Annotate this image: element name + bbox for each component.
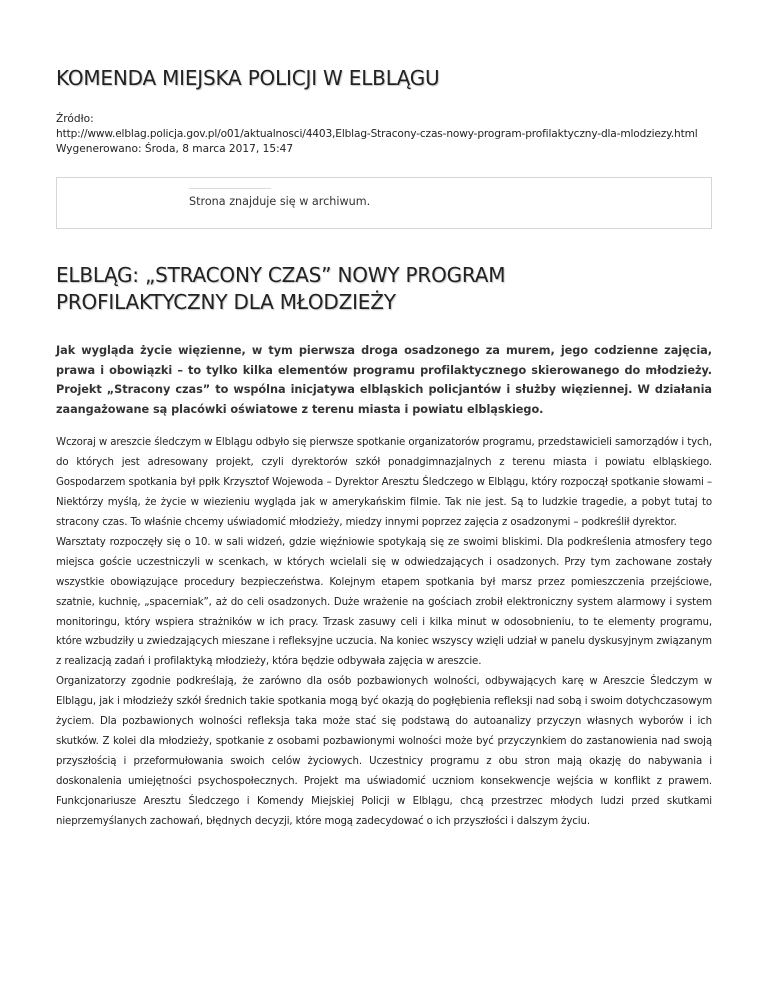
organization-title: KOMENDA MIEJSKA POLICJI W ELBLĄGU: [56, 66, 440, 90]
archive-divider: [189, 188, 271, 189]
archive-notice-box: [56, 177, 712, 229]
document-meta: [56, 112, 712, 157]
source-label: Źródło:: [56, 113, 94, 125]
source-url: http://www.elblag.policja.gov.pl/o01/aktualnosci/4403,Elblag-Stracony-czas-nowy-program-profilaktyczny-dla-mlodziezy.html: [56, 128, 698, 140]
article-lead: Jak wygląda życie więzienne, w tym pierwsza droga osadzonego za murem, jego codzienne zajęcia, prawa i obowiązki – to tylko kilka elementów programu profilaktycznego skierowanego do młodzieży. Projekt „Stracony czas” to wspólna inicjatywa elbląskich policjantów i służby więziennej. W działania zaangażowane są placówki oświatowe z terenu miasta i powiatu elbląskiego.: [56, 344, 712, 416]
generated-date: Wygenerowano: Środa, 8 marca 2017, 15:47: [56, 143, 294, 155]
archive-notice: Strona znajduje się w archiwum.: [189, 195, 371, 208]
article-title: ELBLĄG: „STRACONY CZAS” NOWY PROGRAM PROFILAKTYCZNY DLA MŁODZIEŻY: [56, 263, 506, 314]
article-paragraph: Warsztaty rozpoczęły się o 10. w sali widzeń, gdzie więźniowie spotykają się ze swoimi bliskimi. Dla podkreślenia atmosfery tego miejsca goście uczestniczyli w scenkach, w których wcielali się w odwiedzających i osadzonych. Przy tym zachowane zostały wszystkie obowiązujące procedury bezpieczeństwa. Kolejnym etapem spotkania był marsz przez pomieszczenia przejściowe, szatnie, kuchnię, „spacerniak”, aż do celi osadzonych. Duże wrażenie na gościach zrobił elektroniczny system alarmowy i system monitoringu, który wspiera strażników w ich pracy. Trzask zasuwy celi i kilka minut w odosobnieniu, to te elementy programu, które wzbudziły u zwiedzających mieszane i refleksyjne uczucia. Na koniec wszyscy wzięli udział w panelu dyskusyjnym związanym z realizacją zadań i profilaktyką młodzieży, która będzie odbywała zajęcia w areszcie.: [56, 536, 712, 668]
article-body: [56, 433, 712, 831]
article-paragraph: Wczoraj w areszcie śledczym w Elblągu odbyło się pierwsze spotkanie organizatorów programu, przedstawicieli samorządów i tych, do których jest adresowany projekt, czyli dyrektorów szkół ponadgimnazjalnych z terenu miasta i powiatu elbląskiego. Gospodarzem spotkania był ppłk Krzysztof Wojewoda – Dyrektor Aresztu Śledczego w Elblągu, który rozpoczął spotkanie słowami – Niektórzy myślą, że życie w wiezieniu wygląda jak w amerykańskim filmie. Tak nie jest. Są to ludzkie tragedie, a pobyt tutaj to stracony czas. To właśnie chcemy uświadomić młodzieży, miedzy innymi poprzez zajęcia z osadzonymi – podkreślił dyrektor.: [56, 437, 712, 528]
article-paragraph: Organizatorzy zgodnie podkreślają, że zarówno dla osób pozbawionych wolności, odbywających karę w Areszcie Śledczym w Elblągu, jak i młodzieży szkół średnich takie spotkania mogą być okazją do pogłębienia refleksji nad sobą i swoim dotychczasowym życiem. Dla pozbawionych wolności refleksja taka może stać się podstawą do autoanalizy przyczyn własnych wyborów i ich skutków. Z kolei dla młodzieży, spotkanie z osobami pozbawionymi wolności może być przyczynkiem do zastanowienia nad swoją przyszłością i przeformułowania swoich celów życiowych. Uczestnicy programu z obu stron mają okazję do nabywania i doskonalenia umiejętności psychospołecznych. Projekt ma uświadomić uczniom konsekwencje wejścia w konflikt z prawem. Funkcjonariusze Aresztu Śledczego i Komendy Miejskiej Policji w Elblągu, chcą przestrzec młodych ludzi przed skutkami nieprzemyślanych zachowań, błędnych decyzji, które mogą zadecydować o ich przyszłości i dalszym życiu.: [56, 676, 712, 827]
